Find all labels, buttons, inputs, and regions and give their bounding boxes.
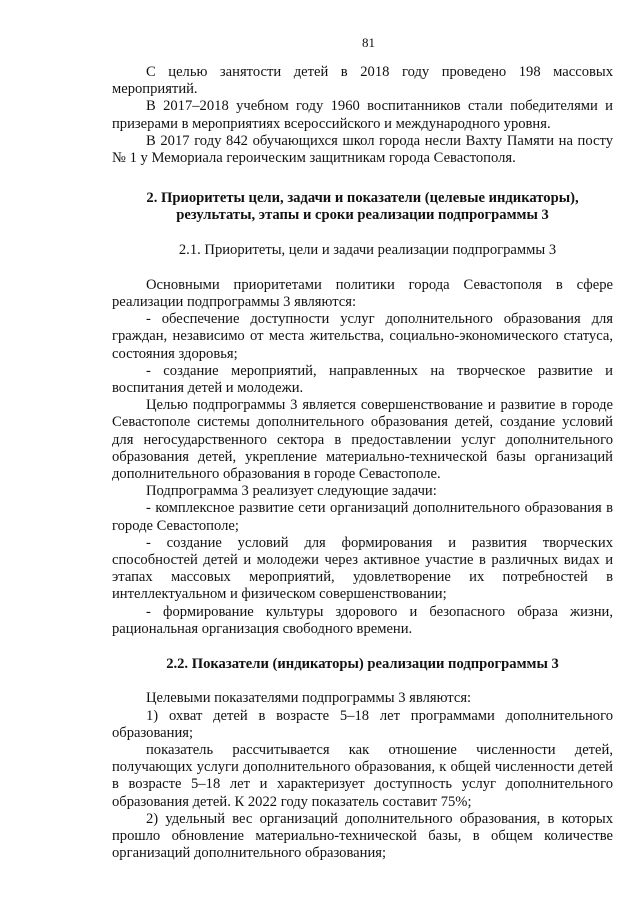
- page-number: 81: [362, 35, 375, 50]
- intro-paragraph: В 2017–2018 учебном году 1960 воспитанников стали победителями и призерами в мероприятиях всероссийского и международного уровня.: [112, 98, 613, 132]
- document-page: [112, 0, 613, 862]
- section-2-1-heading: 2.1. Приоритеты, цели и задачи реализации подпрограммы 3: [178, 241, 557, 258]
- list-item: - обеспечение доступности услуг дополнительного образования для граждан, независимо от места жительства, социально-экономического статуса, состояния здоровья;: [112, 311, 613, 362]
- body-paragraph: Целевыми показателями подпрограммы 3 являются:: [146, 690, 472, 707]
- body-paragraph: Основными приоритетами политики города Севастополя в сфере реализации подпрограммы 3 являются:: [112, 276, 613, 311]
- section-2-2-heading: 2.2. Показатели (индикаторы) реализации подпрограммы 3: [166, 656, 559, 673]
- section-2-heading: 2. Приоритеты цели, задачи и показатели (целевые индикаторы), результаты, этапы и сроки реализации подпрограммы 3: [146, 190, 579, 224]
- list-item: 2) удельный вес организаций дополнительного образования, в которых прошло обновление материально-технической базы, в общем количестве организаций дополнительного образования;: [112, 810, 613, 862]
- intro-paragraph: В 2017 году 842 обучающихся школ города несли Вахту Памяти на посту № 1 у Мемориала героическим защитникам города Севастополя.: [112, 132, 613, 167]
- list-item: - формирование культуры здорового и безопасного образа жизни, рациональная организация свободного времени.: [112, 603, 613, 637]
- intro-paragraph: С целью занятости детей в 2018 году проведено 198 массовых мероприятий.: [112, 64, 613, 98]
- body-paragraph: Целью подпрограммы 3 является совершенствование и развитие в городе Севастополе системы дополнительного образования детей, создание условий для негосударственного сектора в предоставлении услуг дополнительного образования детей, укрепление материально-технической базы организаций дополнительного образования в городе Севастополе.: [112, 397, 613, 483]
- body-paragraph: Подпрограмма 3 реализует следующие задачи:: [146, 483, 437, 500]
- body-paragraph: показатель рассчитывается как отношение численности детей, получающих услуги дополнительного образования, к общей численности детей в возрасте 5–18 лет и характеризует доступность услуг дополнительного образования детей. К 2022 году показатель составит 75%;: [112, 741, 613, 810]
- list-item: - создание мероприятий, направленных на творческое развитие и воспитания детей и молодежи.: [112, 362, 613, 397]
- list-item: 1) охват детей в возрасте 5–18 лет программами дополнительного образования;: [112, 707, 613, 741]
- list-item: - комплексное развитие сети организаций дополнительного образования в городе Севастополе;: [112, 500, 613, 534]
- list-item: - создание условий для формирования и развития творческих способностей детей и молодежи через активное участие в различных видах и этапах массовых мероприятий, удовлетворение их потребностей в интеллектуальном и физическом совершенствовании;: [112, 534, 613, 603]
